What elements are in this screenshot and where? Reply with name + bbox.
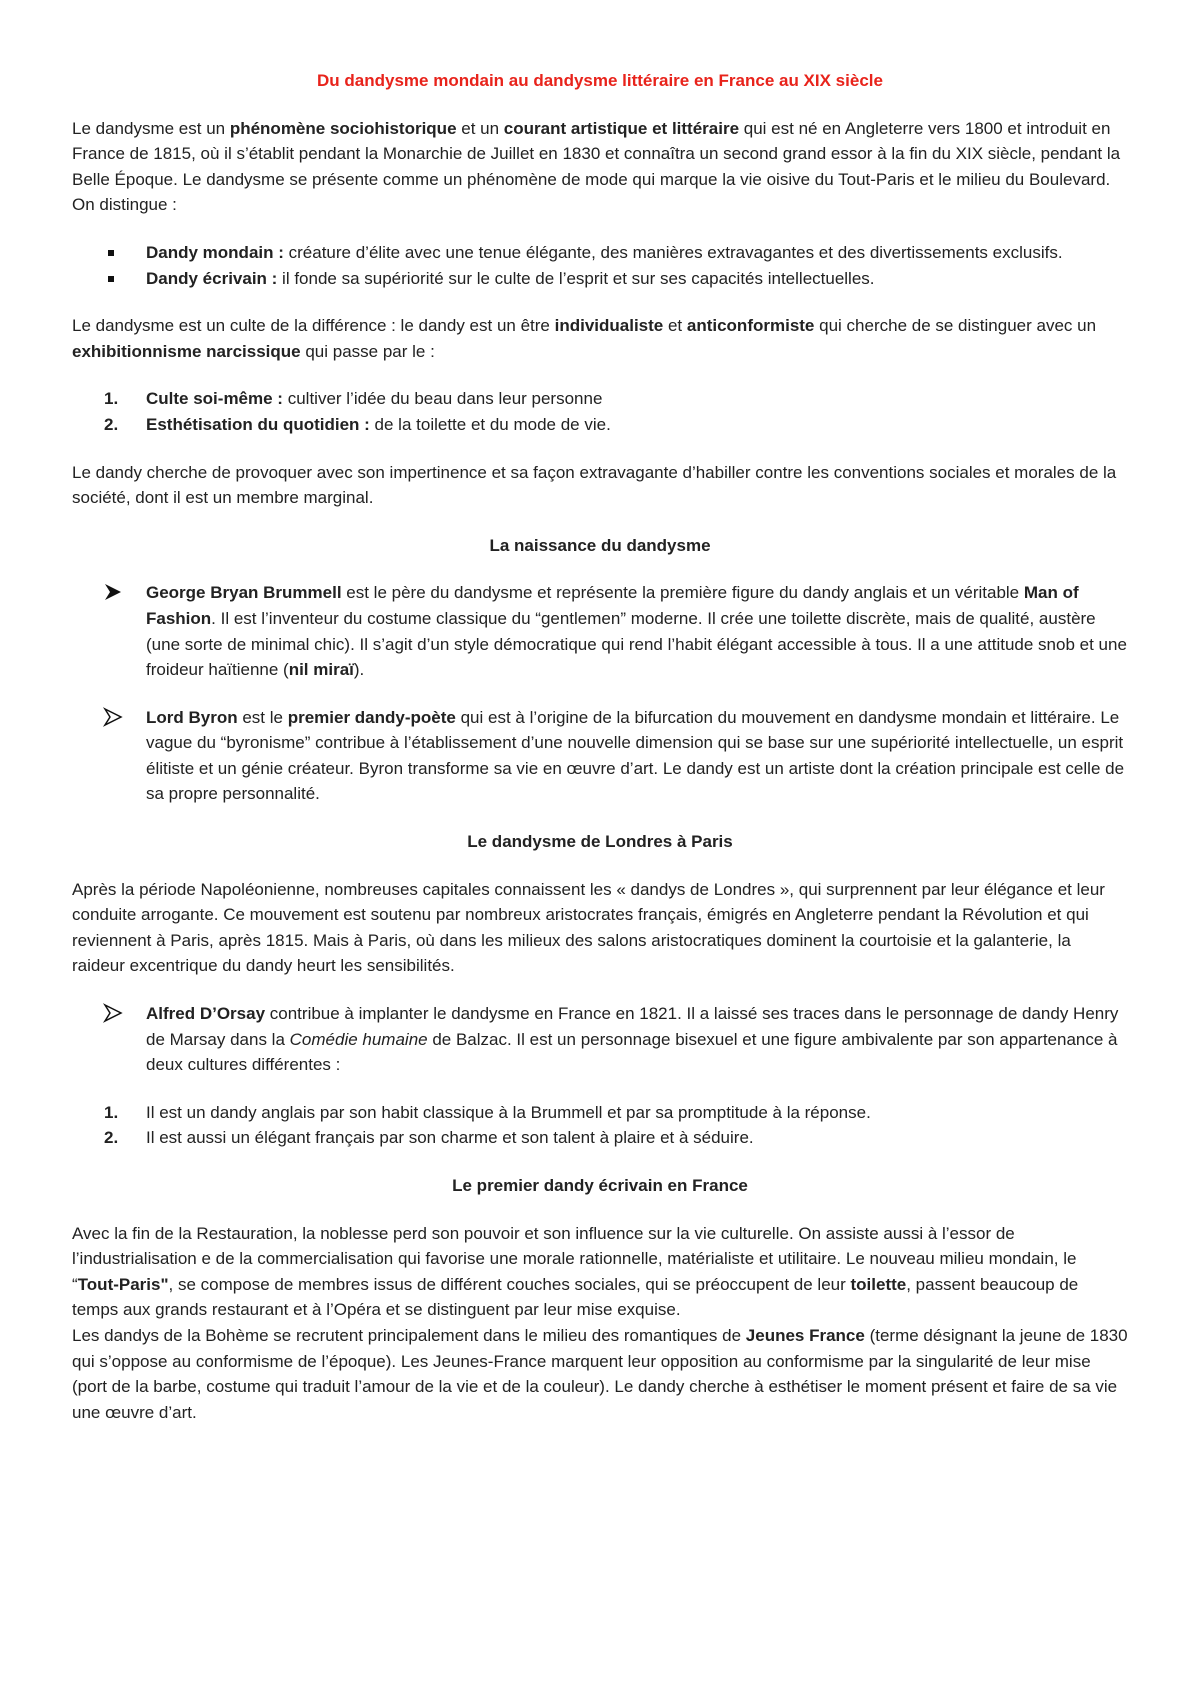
text-run: contribue à implanter le dandysme en France en 1821. Il a laissé ses traces dans le personnage de dandy Henry de Marsay dans la [146, 1004, 1119, 1049]
text-run: (terme désignant la jeune de 1830 qui s’oppose au conformisme de l’époque). Les Jeunes-France marquent leur opposition au conformisme par la singularité de leur mise (port de la barbe, costume qui traduit l’amour de la vie et de la couleur). Le dandy cherche à esthétiser le moment présent et faire de sa vie une œuvre d’art. [72, 1325, 1128, 1422]
list-item [72, 1100, 1128, 1126]
text-run: et un [456, 118, 504, 138]
list-item [72, 1125, 1128, 1151]
bold-run: phénomène sociohistorique [229, 118, 457, 138]
bold-run: Esthétisation du quotidien : [146, 414, 370, 434]
square-bullet-icon [108, 276, 114, 282]
text-run: de la toilette et du mode de vie. [369, 414, 611, 434]
bold-run: Dandy mondain : [146, 242, 284, 262]
culte-paragraph [72, 313, 1128, 364]
text-run: ). [353, 660, 365, 680]
list-item [72, 266, 1128, 292]
text-run: Le dandysme est un culte de la différence : le dandy est un être [72, 316, 555, 336]
text-run: Le dandysme est un [72, 118, 230, 138]
text-run: . Il est l’inventeur du costume classique du “gentlemen” moderne. Il crée une toilette discrète, mais de qualité, austère (une sorte de minimal chic). Il s’agit d’un style démocratique qui rend l’habit élégant accessible à tous. Il a une attitude snob et une froideur haïtienne ( [146, 608, 1127, 680]
intro-paragraph [72, 116, 1128, 218]
provocation-paragraph: Le dandy cherche de provoquer avec son impertinence et sa façon extravagante d’habiller contre les conventions sociales et morales de la société, dont il est un membre marginal. [72, 462, 1117, 508]
list-number: 1. [104, 389, 119, 409]
bold-run: Man of Fashion [146, 583, 1079, 628]
bold-run: Lord Byron [146, 707, 238, 727]
brummell-item [72, 580, 1128, 682]
section-heading: La naissance du dandysme [489, 535, 711, 555]
bold-run: premier dandy-poète [287, 707, 456, 727]
bold-run: George Bryan Brummell [146, 583, 342, 603]
napoleon-paragraph: Après la période Napoléonienne, nombreuses capitales connaissent les « dandys de Londres », qui surprennent par leur élégance et leur conduite arrogante. Ce mouvement est soutenu par nombreux aristocrates français, émigrés en Angleterre pendant la Révolution et qui reviennent à Paris, après 1815. Mais à Paris, où dans les milieux des salons aristocratiques dominent la courtoisie et la galanterie, la raideur excentrique du dandy heurt les sensibilités. [72, 879, 1105, 976]
list-item [72, 412, 1128, 438]
text-run: Avec la fin de la Restauration, la noblesse perd son pouvoir et son influence sur la vie culturelle. On assiste aussi à l’essor de l’industrialisation e de la commercialisation qui favorise une morale rationnelle, matérialiste et utilitaire. Le nouveau milieu mondain, le “ [72, 1223, 1077, 1294]
list-number: 2. [104, 414, 119, 434]
culte-numbered-list [72, 386, 1128, 437]
bold-run: Culte soi-même : [146, 389, 283, 409]
text-run: il fonde sa supériorité sur le culte de l’esprit et sur ses capacités intellectuelles. [277, 268, 875, 288]
list-item [72, 386, 1128, 412]
bold-run: anticonformiste [686, 316, 815, 336]
bold-run: Alfred D’Orsay [146, 1004, 266, 1024]
bold-run: Dandy écrivain : [146, 268, 278, 288]
text-run: qui passe par le : [300, 341, 435, 361]
text-run: , se compose de membres issus de différent couches sociales, qui se préoccupent de leur [168, 1274, 851, 1294]
bold-run: courant artistique et littéraire [503, 118, 740, 138]
dandy-types-list [72, 240, 1128, 291]
bold-run: toilette [850, 1274, 907, 1294]
restauration-paragraph [72, 1221, 1128, 1323]
text-run: Il est un dandy anglais par son habit classique à la Brummell et par sa promptitude à la réponse. [146, 1102, 871, 1122]
bold-run: Tout-Paris" [77, 1274, 169, 1294]
text-run: est le [237, 707, 288, 727]
list-number: 1. [104, 1102, 119, 1122]
bold-run: nil miraï [288, 660, 354, 680]
text-run: et [663, 316, 687, 336]
section-heading: Le premier dandy écrivain en France [452, 1176, 748, 1195]
byron-item [72, 705, 1128, 807]
arrow-bullet-icon [102, 582, 124, 602]
dorsay-item [72, 1001, 1128, 1078]
text-run: créature d’élite avec une tenue élégante, des manières extravagantes et des divertissements exclusifs. [283, 242, 1063, 262]
text-run: Les dandys de la Bohème se recrutent principalement dans le milieu des romantiques de [72, 1325, 746, 1345]
italic-run: Comédie humaine [289, 1029, 428, 1049]
text-run: qui est à l’origine de la bifurcation du mouvement en dandysme mondain et littéraire. Le vague du “byronisme” contribue à l’établissement d’une nouvelle dimension qui se base sur une supériorité intellectuelle, un esprit élitiste et un génie créateur. Byron transforme sa vie en œuvre d’art. Le dandy est un artiste dont la création principale est celle de sa propre personnalité. [146, 707, 1125, 804]
bold-run: Jeunes France [745, 1325, 865, 1345]
bold-run: exhibitionnisme narcissique [72, 341, 301, 361]
arrow-bullet-icon [102, 707, 124, 727]
list-item [72, 240, 1128, 266]
list-number: 2. [104, 1128, 119, 1148]
text-run: Il est aussi un élégant français par son charme et son talent à plaire et à séduire. [146, 1128, 754, 1148]
text-run: , passent beaucoup de temps aux grands restaurant et à l’Opéra et se distinguent par leur mise exquise. [72, 1274, 1079, 1320]
text-run: cultiver l’idée du beau dans leur personne [282, 389, 603, 409]
text-run: de Balzac. Il est un personnage bisexuel et une figure ambivalente par son appartenance à deux cultures différentes : [146, 1029, 1118, 1075]
text-run: qui est né en Angleterre vers 1800 et introduit en France de 1815, où il s’établit pendant la Monarchie de Juillet en 1830 et connaîtra un second grand essor à la fin du XIX siècle, pendant la Belle Époque. Le dandysme se présente comme un phénomène de mode qui marque la vie oisive du Tout-Paris et le milieu du Boulevard. On distingue : [72, 118, 1121, 215]
boheme-paragraph [72, 1323, 1128, 1425]
bold-run: individualiste [554, 316, 664, 336]
text-run: qui cherche de se distinguer avec un [814, 316, 1097, 336]
section-heading: Le dandysme de Londres à Paris [467, 832, 733, 852]
dorsay-numbered-list [72, 1100, 1128, 1151]
text-run: est le père du dandysme et représente la première figure du dandy anglais et un véritable [341, 583, 1024, 603]
arrow-bullet-icon [102, 1003, 124, 1023]
document-page [72, 68, 1128, 1447]
document-title: Du dandysme mondain au dandysme littéraire en France au XIX siècle [317, 71, 883, 90]
square-bullet-icon [108, 250, 114, 256]
